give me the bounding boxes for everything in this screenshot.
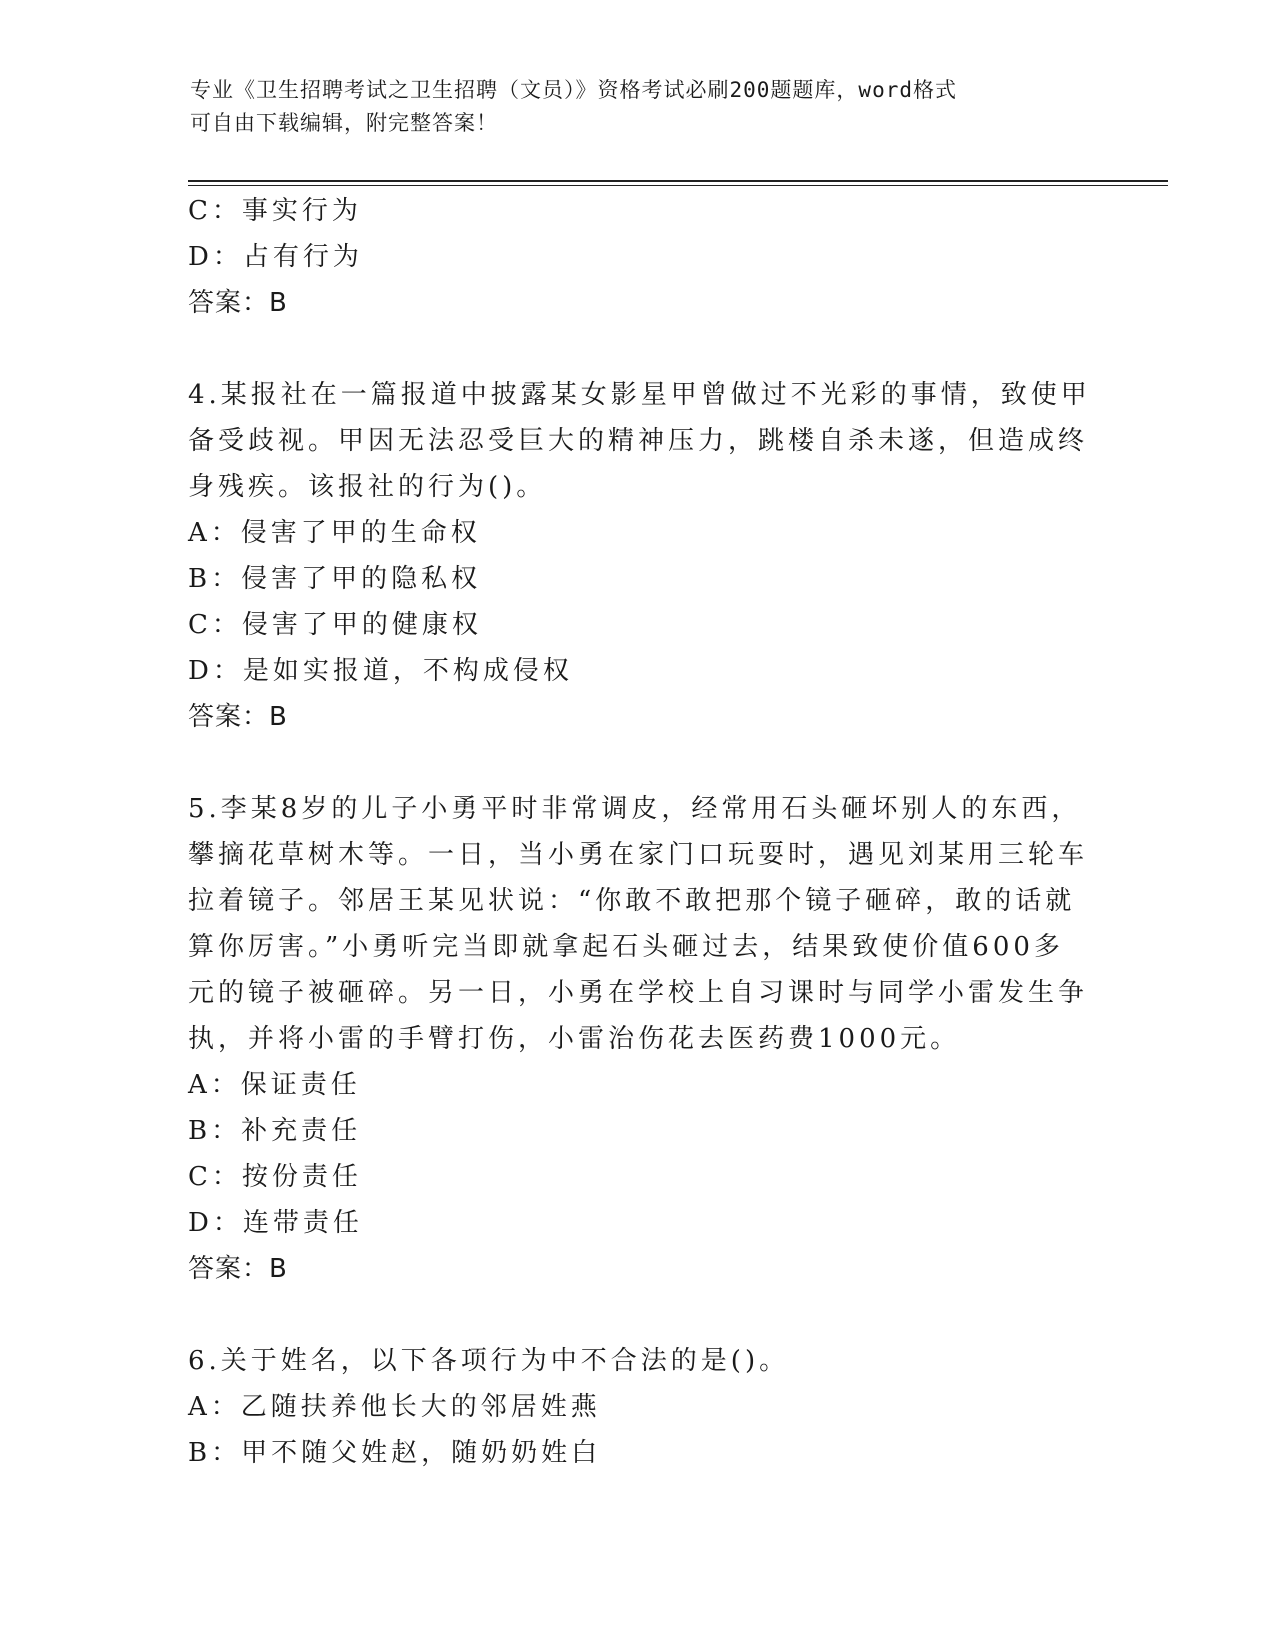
q5-option-b: B：补充责任 — [188, 1116, 362, 1146]
q3-option-c: C：事实行为 — [188, 196, 362, 226]
question-3 — [188, 188, 1088, 326]
q4-option-d: D：是如实报道，不构成侵权 — [188, 656, 573, 686]
spacer — [188, 1292, 1088, 1338]
q5-stem-line-1: 5.李某8岁的儿子小勇平时非常调皮，经常用石头砸坏别人的东西， — [188, 794, 1082, 824]
q4-option-a: A：侵害了甲的生命权 — [188, 518, 481, 548]
question-5 — [188, 786, 1088, 1292]
spacer — [188, 740, 1088, 786]
q4-stem-line-3: 身残疾。该报社的行为()。 — [188, 472, 547, 502]
header-line-1: 专业《卫生招聘考试之卫生招聘（文员）》资格考试必刷200题题库，word格式 — [190, 78, 957, 102]
question-4 — [188, 372, 1091, 740]
q6-option-a: A：乙随扶养他长大的邻居姓燕 — [188, 1392, 601, 1422]
q5-stem-line-3: 拉着镜子。邻居王某见状说：“你敢不敢把那个镜子砸碎，敢的话就 — [188, 886, 1076, 916]
q4-answer: 答案：B — [188, 702, 288, 732]
header-divider-thick — [188, 180, 1168, 182]
q5-stem-line-4: 算你厉害。”小勇听完当即就拿起石头砸过去，结果致使价值600多 — [188, 932, 1064, 962]
q4-stem-line-1: 4.某报社在一篇报道中披露某女影星甲曾做过不光彩的事情，致使甲 — [188, 380, 1091, 410]
spacer — [188, 326, 1088, 372]
q5-stem-line-5: 元的镜子被砸碎。另一日，小勇在学校上自习课时与同学小雷发生争 — [188, 978, 1089, 1008]
q6-option-b: B：甲不随父姓赵，随奶奶姓白 — [188, 1438, 602, 1468]
q4-stem-line-2: 备受歧视。甲因无法忍受巨大的精神压力，跳楼自杀未遂，但造成终 — [188, 426, 1089, 456]
q5-stem-line-2: 攀摘花草树木等。一日，当小勇在家门口玩耍时，遇见刘某用三轮车 — [188, 840, 1089, 870]
q3-answer: 答案：B — [188, 288, 288, 318]
q5-option-a: A：保证责任 — [188, 1070, 361, 1100]
q4-option-b: B：侵害了甲的隐私权 — [188, 564, 482, 594]
q5-option-d: D：连带责任 — [188, 1208, 363, 1238]
q4-option-c: C：侵害了甲的健康权 — [188, 610, 482, 640]
document-body — [188, 188, 1091, 1476]
header-divider-thin — [188, 185, 1168, 186]
q6-stem-line-1: 6.关于姓名，以下各项行为中不合法的是()。 — [188, 1346, 790, 1376]
q5-stem-line-6: 执，并将小雷的手臂打伤，小雷治伤花去医药费1000元。 — [188, 1024, 961, 1054]
header-line-2: 可自由下载编辑，附完整答案！ — [190, 111, 498, 135]
question-6 — [188, 1338, 1088, 1476]
q5-answer: 答案：B — [188, 1254, 288, 1284]
q3-option-d: D：占有行为 — [188, 242, 363, 272]
q5-option-c: C：按份责任 — [188, 1162, 362, 1192]
document-header — [190, 74, 1090, 140]
